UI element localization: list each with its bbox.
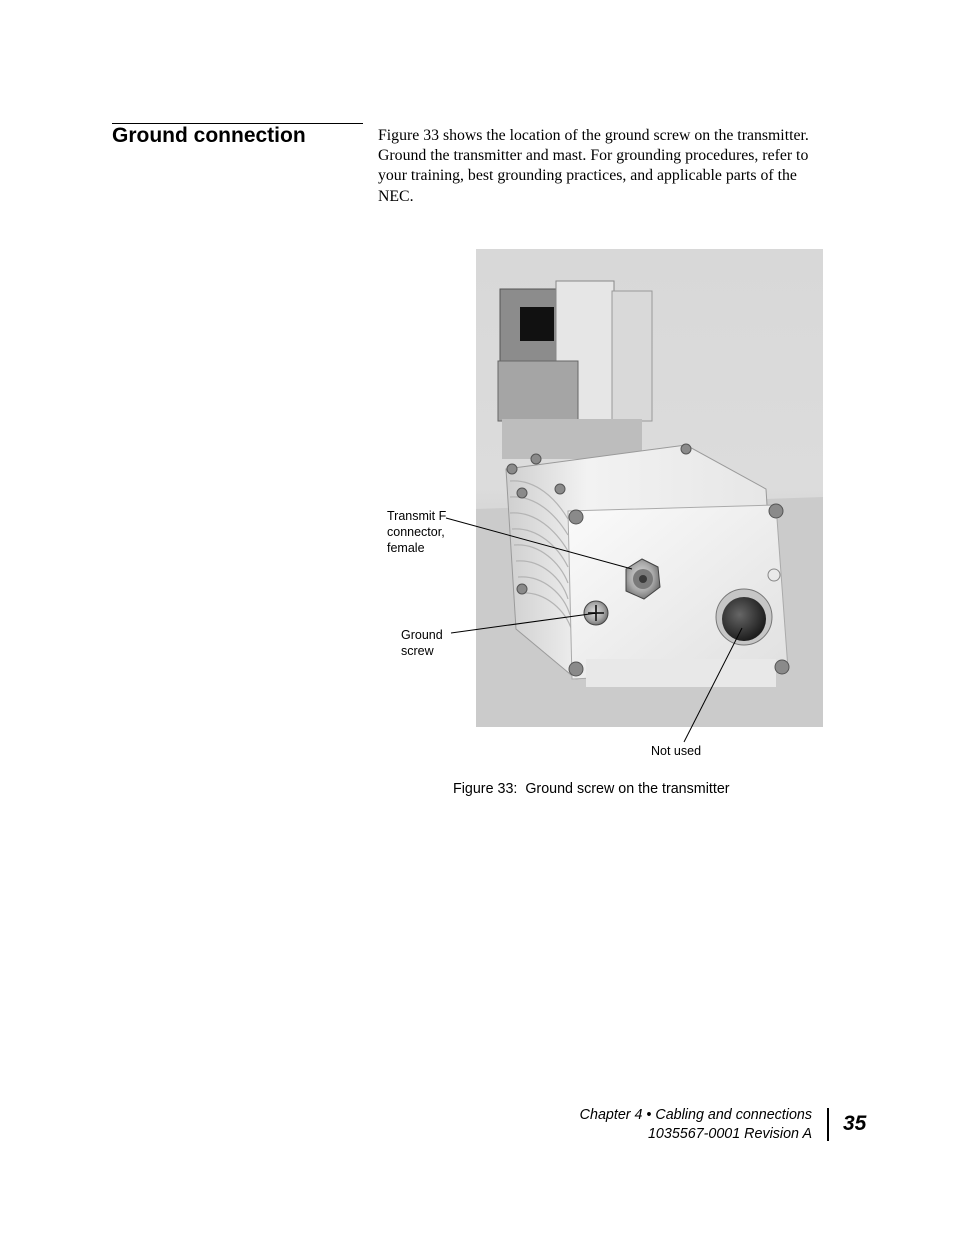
footer-doc-id: 1035567-0001 Revision A — [647, 1126, 812, 1142]
callout-ground-screw: Ground screw — [401, 628, 443, 658]
figure-caption: Figure 33: Ground screw on the transmitter — [453, 781, 730, 797]
page-number: 35 — [843, 1112, 867, 1135]
footer-chapter: Chapter 4 • Cabling and connections — [579, 1107, 812, 1123]
callout-not-used: Not used — [651, 744, 702, 758]
callout-transmit-f-connector: Transmit F connector, female — [387, 509, 447, 555]
footer-divider — [827, 1108, 829, 1141]
section-title: Ground connection — [112, 124, 306, 147]
transmitter-photo — [476, 249, 823, 727]
body-paragraph: Figure 33 shows the location of the ground screw on the transmitter. Ground the transmitter and mast. For grounding procedures, refer to your training, best grounding practices, and applicable parts of the NEC. — [378, 127, 809, 205]
page-footer — [580, 1106, 812, 1144]
